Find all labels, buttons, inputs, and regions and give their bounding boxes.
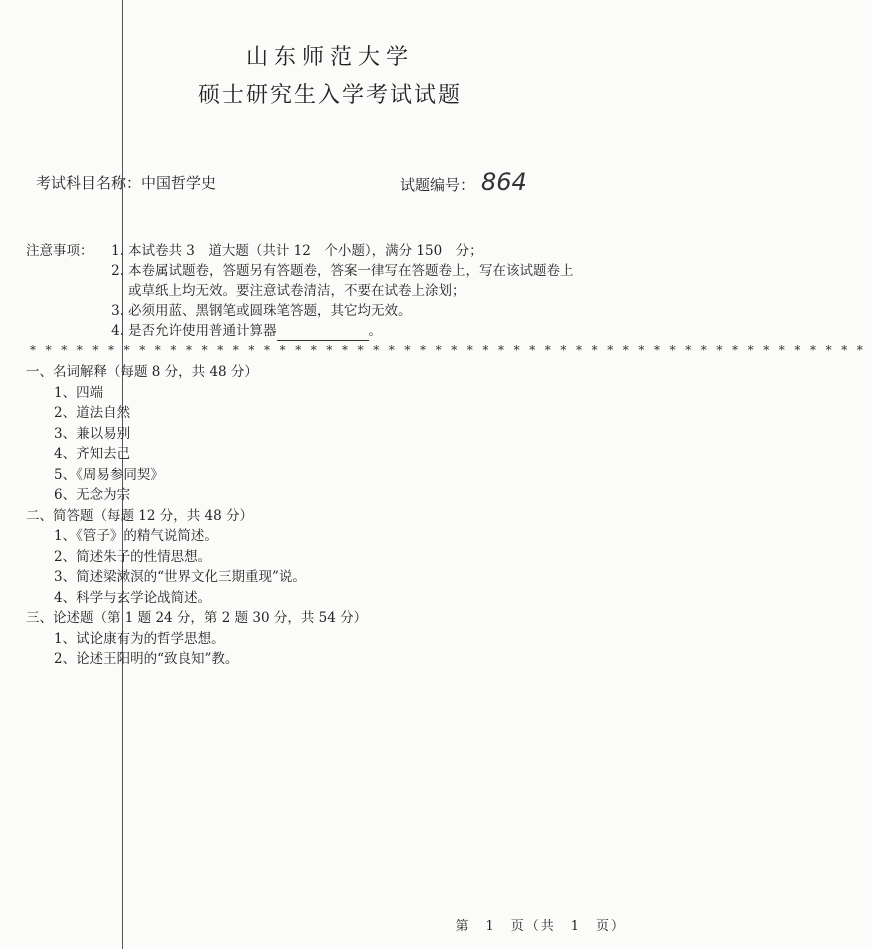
question-item: 6、无念为宗 [54,487,131,503]
notice-row [26,261,574,281]
calculator-question: 是否允许使用普通计算器 [128,323,277,339]
page-footer: 第 1 页（共 1 页） [455,919,626,934]
question-item: 1、《管子》的精气说简述。 [54,528,218,544]
notice-text: 必须用蓝、黑钢笔或圆珠笔答题，其它均无效。 [128,303,412,319]
notice-number: 3. [111,303,124,319]
notice-row [26,301,574,321]
section-title: 三、论述题（第 1 题 24 分，第 2 题 30 分，共 54 分） [26,610,368,626]
star-divider: ****************************************************** [30,343,872,357]
subject-value: 中国哲学史 [141,174,217,192]
notice-label: 注意事项： [26,243,94,259]
exam-code-value: 864 [481,168,527,196]
notice-block [26,241,574,341]
notice-number [102,281,124,301]
notice-suffix: 。 [368,323,382,339]
notice-row [26,281,574,301]
notice-text [128,321,382,341]
question-item: 2、论述王阳明的“致良知”教。 [54,651,239,667]
question-item: 3、简述梁漱溟的“世界文化三期重现”说。 [54,569,306,585]
notice-number: 2. [111,263,124,279]
question-item: 4、齐知去己 [54,446,131,462]
notice-row [26,241,574,261]
exam-code-label: 试题编号： [400,176,476,194]
notice-row [26,321,574,341]
exam-code-field [400,168,527,196]
question-item: 1、试论康有为的哲学思想。 [54,630,225,647]
subject-field [36,172,216,193]
question-item: 2、简述朱子的性情思想。 [54,548,212,565]
section-title: 二、简答题（每题 12 分，共 48 分） [26,507,254,524]
question-item: 5、《周易参同契》 [54,466,164,483]
notice-text: 或草纸上均无效。要注意试卷清洁，不要在试卷上涂划； [128,283,466,299]
question-item: 4、科学与玄学论战简述。 [54,589,212,606]
subject-label: 考试科目名称： [36,174,142,192]
notice-number: 1. [111,243,124,259]
section-title: 一、名词解释（每题 8 分，共 48 分） [26,364,258,380]
exam-title: 硕士研究生入学考试试题 [197,83,462,108]
question-item: 3、兼以易别 [54,425,131,442]
answer-blank [277,326,369,341]
notice-number: 4. [111,323,124,339]
university-name: 山东师范大学 [245,45,414,70]
notice-text: 本卷属试题卷，答题另有答题卷，答案一律写在答题卷上，写在该试题卷上 [128,263,574,279]
question-item: 2、道法自然 [54,405,131,421]
question-item: 1、四端 [54,384,104,401]
questions-block [26,362,367,670]
notice-text: 本试卷共 3 道大题（共计 12 个小题），满分 150 分； [128,243,483,259]
